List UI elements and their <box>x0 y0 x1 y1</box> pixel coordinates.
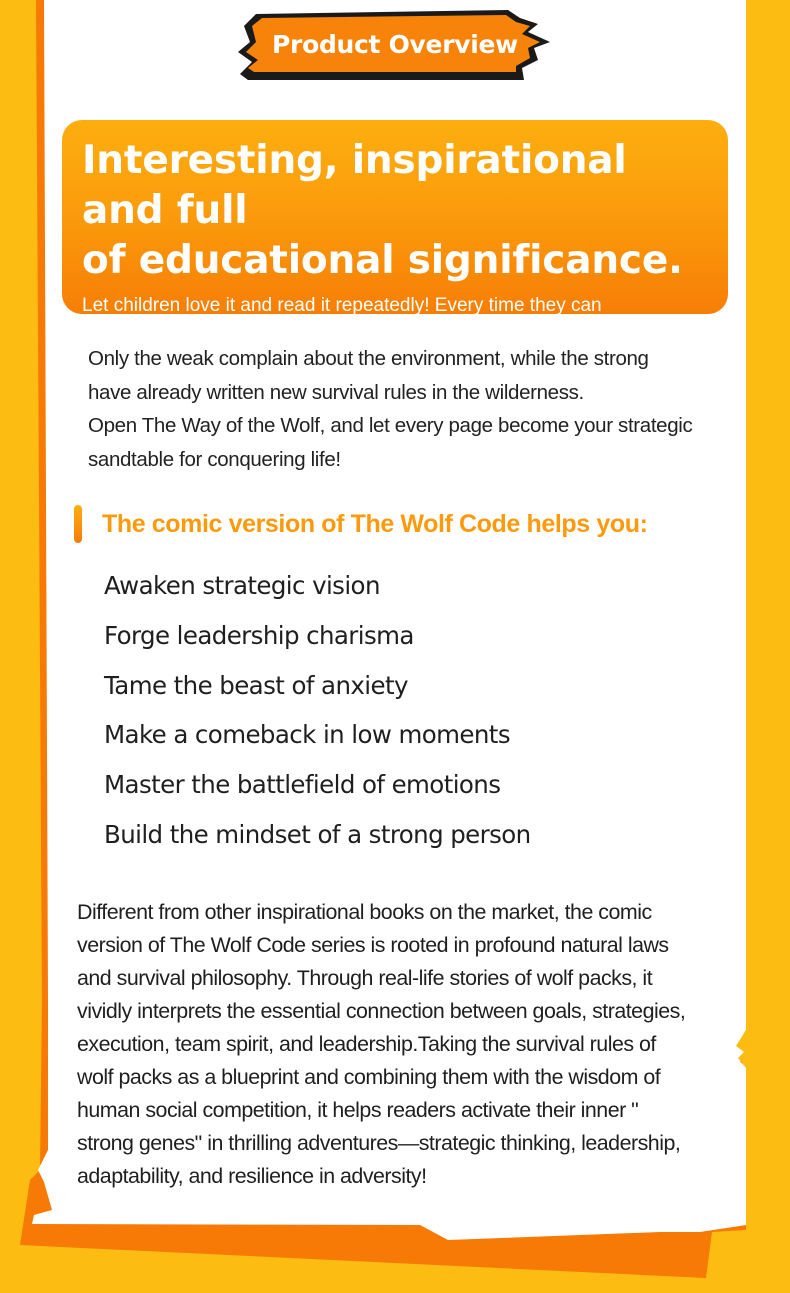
description-paragraph <box>77 896 727 1193</box>
intro-line: Open The Way of the Wolf, and let every page become your strategic <box>88 414 693 437</box>
description-line: vividly interprets the essential connection between goals, strategies, <box>77 999 686 1023</box>
benefits-list <box>104 566 531 865</box>
hero-subtitle-line-2: understand new life strategies! <box>82 319 340 340</box>
hero-title <box>82 136 710 286</box>
product-overview-banner <box>238 8 556 86</box>
description-line: strong genes" in thrilling adventures—strategic thinking, leadership, <box>77 1131 681 1155</box>
hero-subtitle-line-1: Let children love it and read it repeatedly! Every time they can <box>82 295 602 316</box>
benefit-item: Awaken strategic vision <box>104 571 380 600</box>
description-line: human social competition, it helps readers activate their inner " <box>77 1098 639 1122</box>
description-line: adaptability, and resilience in adversity! <box>77 1164 427 1188</box>
description-line: execution, team spirit, and leadership.Taking the survival rules of <box>77 1032 656 1056</box>
intro-paragraph <box>88 342 718 476</box>
benefit-item: Build the mindset of a strong person <box>104 819 531 849</box>
description-line: Different from other inspirational books on the market, the comic <box>77 900 652 924</box>
hero-title-line-1: Interesting, inspirational and full <box>82 138 627 233</box>
section-title: The comic version of The Wolf Code helps you: <box>102 509 648 538</box>
hero-card <box>62 120 728 340</box>
hero-subtitle <box>82 294 710 342</box>
section-heading <box>74 504 648 544</box>
intro-line: sandtable for conquering life! <box>88 447 341 471</box>
description-line: version of The Wolf Code series is rooted in profound natural laws <box>77 933 669 957</box>
intro-line: have already written new survival rules in the wilderness. <box>88 380 584 404</box>
benefit-item: Master the battlefield of emotions <box>104 770 501 800</box>
intro-line: Only the weak complain about the environment, while the strong <box>88 347 649 370</box>
accent-bar-icon <box>74 505 82 543</box>
benefit-item: Make a comeback in low moments <box>104 720 510 750</box>
benefit-item: Forge leadership charisma <box>104 620 414 650</box>
banner-title: Product Overview <box>272 29 518 59</box>
hero-title-line-2: of educational significance. <box>82 238 683 283</box>
benefit-item: Tame the beast of anxiety <box>104 670 408 700</box>
description-line: and survival philosophy. Through real-life stories of wolf packs, it <box>77 966 653 990</box>
description-line: wolf packs as a blueprint and combining them with the wisdom of <box>77 1065 661 1089</box>
